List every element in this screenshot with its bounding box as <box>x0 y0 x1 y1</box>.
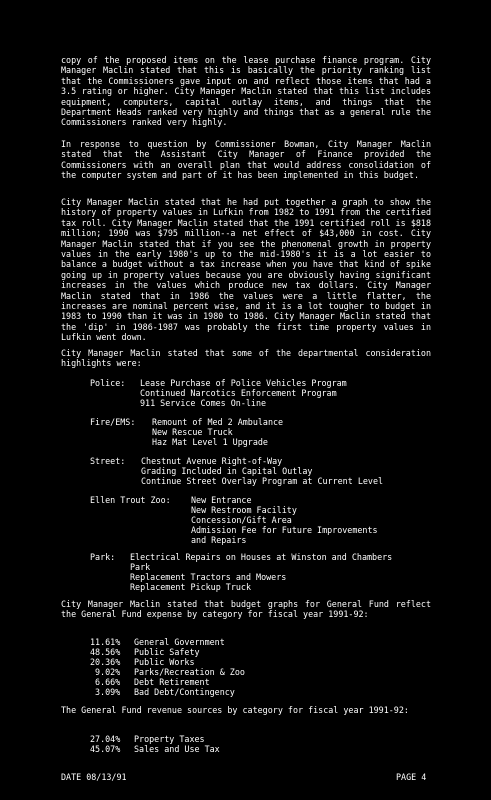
paragraph-computer-system: In response to question by Commissioner Bowman, City Manager Maclin stated that the Assistant City Manager of Finance provided the Commissioners with an overall plan that would address consolidation of the computer system and part of it has been implemented in this budget. <box>61 139 437 181</box>
expense-category: Public Works <box>134 657 195 667</box>
expense-category: Debt Retirement <box>134 677 210 687</box>
highlight-label: Fire/EMS: <box>90 417 136 427</box>
expense-category: General Government <box>134 637 225 647</box>
expense-category: Parks/Recreation & Zoo <box>134 667 245 677</box>
revenue-pct: 45.07% <box>90 744 121 754</box>
paragraph-lease-purchase: copy of the proposed items on the lease purchase finance program. City Manager Maclin stated that this is basically the priority ranking list that the Commissioners gave input on and reflect those items that had a 3.5 rating or higher. City Manager Maclin stated that this list includes equipment, computers, capital outlay items, and things that the Department Heads ranked very highly and things that as a general rule the Commissioners ranked very highly. <box>61 55 437 128</box>
highlight-item: New Entrance <box>191 495 252 505</box>
paragraph-expense-intro: City Manager Maclin stated that budget graphs for General Fund reflect the General Fund expense by category for fiscal year 1991-92: <box>61 599 437 620</box>
highlight-item: Continue Street Overlay Program at Current Level <box>141 476 384 486</box>
page-number: PAGE 4 <box>396 772 427 782</box>
expense-pct: 3.09% <box>95 687 121 697</box>
highlight-item: and Repairs <box>191 535 247 545</box>
highlight-item: Replacement Pickup Truck <box>130 582 252 592</box>
highlight-item: Haz Mat Level 1 Upgrade <box>152 437 268 447</box>
highlight-item: Concession/Gift Area <box>191 515 292 525</box>
highlight-item: Lease Purchase of Police Vehicles Program <box>140 378 347 388</box>
highlight-item: Remount of Med 2 Ambulance <box>152 417 284 427</box>
paragraph-highlights-intro: City Manager Maclin stated that some of the departmental consideration highlights were: <box>61 348 437 369</box>
highlight-label: Park: <box>90 552 116 562</box>
highlight-item: Grading Included in Capital Outlay <box>141 466 313 476</box>
highlight-item: Admission Fee for Future Improvements <box>191 525 378 535</box>
highlight-item: New Rescue Truck <box>152 427 233 437</box>
expense-category: Bad Debt/Contingency <box>134 687 235 697</box>
highlight-item: Continued Narcotics Enforcement Program <box>140 388 337 398</box>
expense-pct: 11.61% <box>90 637 121 647</box>
highlight-item: Chestnut Avenue Right-of-Way <box>141 456 283 466</box>
expense-pct: 20.36% <box>90 657 121 667</box>
paragraph-revenue-intro: The General Fund revenue sources by category for fiscal year 1991-92: <box>61 705 409 715</box>
highlight-item: 911 Service Comes On-line <box>140 398 267 408</box>
expense-pct: 48.56% <box>90 647 121 657</box>
highlight-item: Electrical Repairs on Houses at Winston and Chambers <box>130 552 393 562</box>
highlight-label: Police: <box>90 378 126 388</box>
revenue-category: Sales and Use Tax <box>134 744 220 754</box>
expense-pct: 6.66% <box>95 677 121 687</box>
highlight-label: Ellen Trout Zoo: <box>90 495 171 505</box>
revenue-category: Property Taxes <box>134 734 205 744</box>
highlight-label: Street: <box>90 456 126 466</box>
expense-category: Public Safety <box>134 647 200 657</box>
highlight-item: Park <box>130 562 151 572</box>
highlight-item: New Restroom Facility <box>191 505 297 515</box>
paragraph-property-values: City Manager Maclin stated that he had put together a graph to show the history of property values in Lufkin from 1982 to 1991 from the certified tax roll. City Manager Maclin stated that the 1991 certified roll is $818 million; 1990 was $795 million--a net effect of $43,000 in cost. City Manager Maclin stated that if you see the phenomenal growth in property values in the early 1980's up to the mid-1980's it is a lot easier to balance a budget without a tax increase when you have that kind of spike going up in property values because you are obviously having significant increases in the values which produce new tax dollars. City Manager Maclin stated that in 1986 the values were a little flatter, the increases are nominal percent wise, and it is a lot tougher to budget in 1983 to 1990 than it was in 1980 to 1986. City Manager Maclin stated that the 'dip' in 1986-1987 was probably the first time property values in Lufkin went down. <box>61 197 437 343</box>
expense-pct: 9.02% <box>95 667 121 677</box>
footer-date: DATE 08/13/91 <box>61 772 127 782</box>
revenue-pct: 27.04% <box>90 734 121 744</box>
highlight-item: Replacement Tractors and Mowers <box>130 572 287 582</box>
